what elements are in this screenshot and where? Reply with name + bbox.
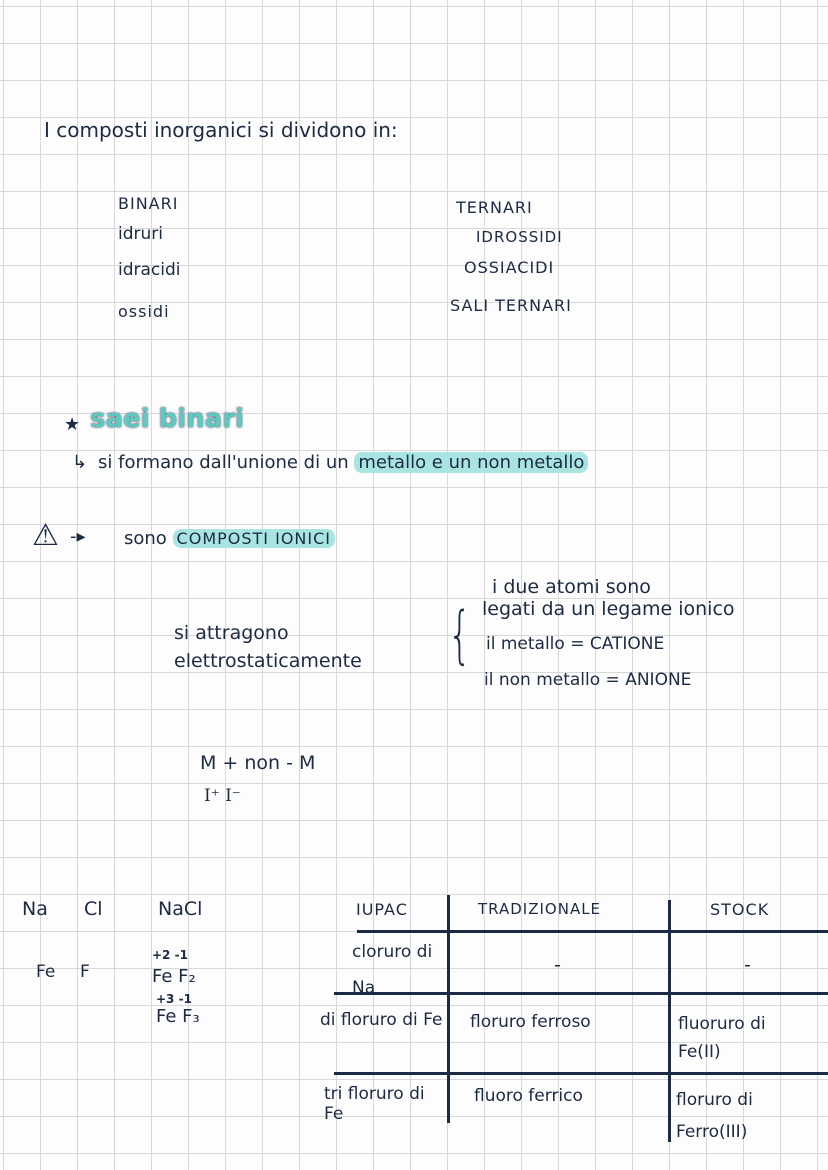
brace-icon: {	[447, 598, 472, 671]
table-divider	[334, 1072, 828, 1075]
oxidation-numbers: +3 -1	[156, 992, 192, 1006]
ternari-item: IDROSSIDI	[476, 228, 563, 246]
table-cell: fluoro ferrico	[474, 1086, 583, 1106]
oxidation-numbers: +2 -1	[152, 948, 188, 962]
example-fef3: Fe F₃	[156, 1006, 200, 1027]
table-header: TRADIZIONALE	[478, 900, 602, 918]
arrow-icon: ↳	[72, 452, 88, 473]
warning-prefix: sono	[124, 528, 167, 549]
section-title: saei binari	[90, 404, 244, 434]
table-cell: di floruro di Fe	[320, 1010, 443, 1030]
example-cl: Cl	[84, 898, 103, 920]
warning-highlight: COMPOSTI IONICI	[173, 529, 335, 548]
binari-heading: BINARI	[118, 194, 179, 213]
attraction-right: i due atomi sono	[492, 576, 651, 598]
ternari-item: OSSIACIDI	[464, 258, 555, 277]
table-cell: cloruro di Na	[352, 942, 433, 998]
example-nacl: NaCl	[158, 898, 203, 920]
table-cell: floruro ferroso	[470, 1012, 591, 1032]
table-cell: fluoruro di Fe(II)	[678, 1014, 766, 1062]
table-header: IUPAC	[356, 900, 408, 919]
table-cell: tri floruro di Fe	[324, 1084, 425, 1124]
formula-line: I⁺ I⁻	[204, 786, 241, 806]
intro-text: I composti inorganici si dividono in:	[44, 118, 398, 142]
table-divider	[668, 900, 671, 1142]
example-na: Na	[22, 898, 48, 920]
attraction-left: elettrostaticamente	[174, 650, 362, 672]
formation-prefix: si formano dall'unione di un	[98, 452, 355, 473]
example-fe: Fe	[36, 962, 56, 982]
table-header: STOCK	[710, 900, 770, 919]
attraction-right: legati da un legame ionico	[482, 598, 735, 620]
binari-item: idruri	[118, 224, 163, 244]
warning-text	[124, 528, 335, 549]
table-cell: -	[744, 954, 751, 976]
table-cell: floruro di Ferro(III)	[676, 1090, 753, 1142]
attraction-right: il metallo = CATIONE	[486, 634, 665, 654]
ternari-heading: TERNARI	[456, 198, 533, 217]
ternari-item: SALI TERNARI	[450, 296, 572, 315]
star-icon: ★	[64, 414, 81, 435]
binari-item: idracidi	[118, 260, 181, 280]
table-cell: -	[554, 954, 561, 976]
formula-line: M + non - M	[200, 752, 316, 774]
table-divider	[357, 930, 828, 933]
attraction-right: il non metallo = ANIONE	[484, 670, 692, 690]
warning-icon: ⚠	[32, 518, 59, 553]
attraction-left: si attragono	[174, 622, 289, 644]
arrow-icon: -▸	[70, 526, 86, 547]
binari-item: ossidi	[118, 302, 170, 321]
example-f: F	[80, 962, 90, 982]
example-fef2: Fe F₂	[152, 966, 196, 987]
formation-highlight: metallo e un non metallo	[354, 452, 588, 473]
formation-text	[98, 452, 588, 473]
